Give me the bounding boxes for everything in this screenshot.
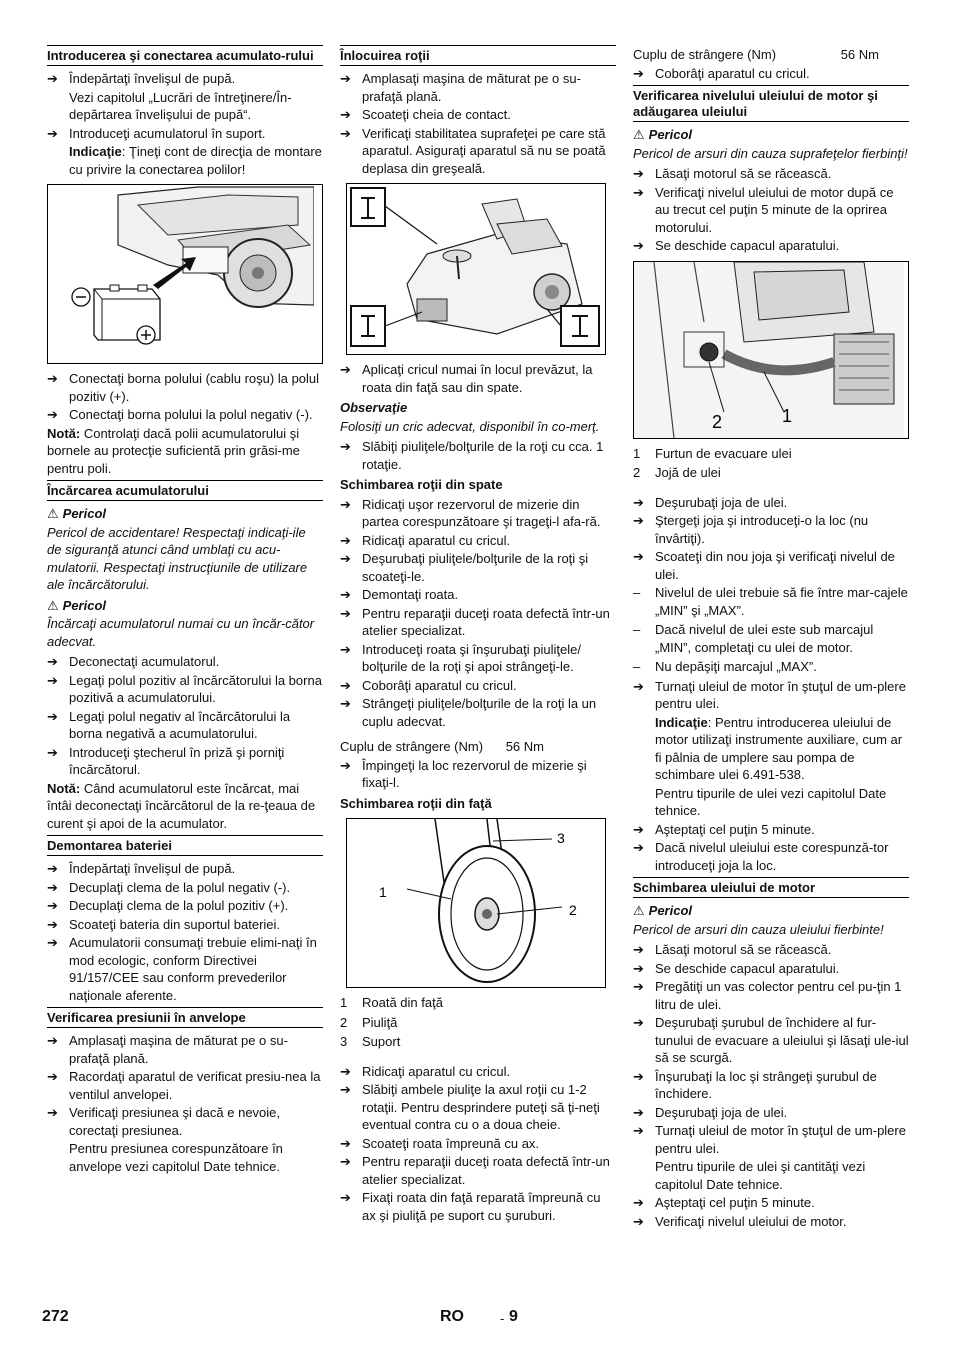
warning-triangle-icon: ⚠: [47, 506, 59, 521]
note: Notă: Când acumulatorul este încărcat, mai întâi deconectaţi încărcătorul de la re-ţeaua de curent şi apoi de la acumulator.: [47, 780, 316, 831]
language-code: RO: [440, 1308, 464, 1325]
step: ➔ Turnaţi uleiul de motor în ştuţul de um-plere pentru ulei.: [633, 1122, 909, 1157]
step: ➔ Verificaţi presiunea şi dacă e nevoie, corectaţi presiunea.: [47, 1104, 323, 1139]
step: ➔ Turnaţi uleiul de motor în ştuţul de um-plere pentru ulei.: [633, 678, 909, 713]
step: ➔ Îndepărtaţi învelişul de pupă.: [47, 70, 323, 88]
step: ➔ Pentru reparaţii duceţi roata defectă într-un atelier specializat.: [340, 1153, 616, 1188]
step: ➔ Deşurubaţi piuliţele/bolţurile de la roţi şi scoateţi-le.: [340, 550, 616, 585]
warning-triangle-icon: ⚠: [47, 597, 59, 613]
step: ➔ Scoateţi cheia de contact.: [340, 106, 616, 124]
step: ➔ Scoateţi din nou joja şi verificaţi nivelul de ulei.: [633, 548, 909, 583]
step: ➔ Pregătiţi un vas colector pentru cel pu-ţin 1 litru de ulei.: [633, 978, 909, 1013]
step: ➔ Introduceţi roata şi înşurubaţi piuliţele/ bolţurile de la roţi şi apoi strângeţi-le.: [340, 641, 616, 676]
warning-text: Pericol de arsuri din cauza uleiului fierbinte!: [633, 921, 884, 937]
legend-item: 3 Suport: [340, 1034, 401, 1049]
step: ➔ Decuplaţi clema de la polul pozitiv (+).: [47, 897, 323, 915]
legend-item: 2 Piuliţă: [340, 1014, 398, 1030]
heading-battery-connect: Introducerea şi conectarea acumulato-rului: [47, 45, 323, 66]
note: Notă: Controlaţi dacă polii acumulatorului şi bornele au protecţie suficientă prin grăsi-me pentru poli.: [47, 425, 300, 476]
condition: – Dacă nivelul de ulei este sub marcajul „MIN”, completaţi cu ulei de motor.: [633, 621, 909, 656]
step: ➔ Deşurubaţi joja de ulei.: [633, 1104, 909, 1122]
step: ➔ Aşteptaţi cel puţin 5 minute.: [633, 821, 909, 839]
step: ➔ Aplicaţi cricul numai în locul prevăzut, la roata din faţă sau din spate.: [340, 361, 616, 396]
torque-row: [633, 46, 909, 64]
observation-label: Observaţie: [340, 400, 408, 415]
step: ➔ Îndepărtaţi învelişul de pupă.: [47, 860, 323, 878]
warning-text: Pericol de accidentare! Respectaţi indicaţi-ile de siguranţă atunci când umblaţi cu acu-mulatorii. Respectaţi instrucţiunile de utilizare ale încărcătorului.: [47, 524, 308, 592]
step-continuation: Pentru tipurile de ulei şi cantităţi vezi capitolul Date tehnice.: [655, 1159, 866, 1192]
footer-separator: -: [500, 1311, 505, 1326]
warning-triangle-icon: ⚠: [633, 127, 645, 142]
step: ➔ Ridicaţi aparatul cu cricul.: [340, 532, 616, 550]
page-number: 272: [42, 1308, 69, 1325]
step: ➔ Dacă nivelul uleiului este corespunză-tor introduceţi joja la loc.: [633, 839, 909, 874]
torque-value: 56 Nm: [505, 739, 544, 754]
warning-label: ⚠ Pericol: [47, 597, 107, 613]
step: ➔ Deşurubaţi şurubul de închidere al fur-tunului de evacuare a uleiului şi lăsaţi ule-iul să se scurgă.: [633, 1014, 909, 1067]
step: ➔ Slăbiţi ambele piuliţe la axul roţii cu 1-2 rotaţii. Pentru desprindere puteţi să ţi-neţi eventual contra cu o a doua cheie.: [340, 1081, 616, 1134]
step: ➔ Strângeţi piuliţele/bolţurile de la roţi la un cuplu adecvat.: [340, 695, 616, 730]
step: ➔ Coborâţi aparatul cu cricul.: [633, 65, 909, 83]
subheading-rear-wheel: Schimbarea roţii din spate: [340, 477, 503, 492]
warning-text: Încărcaţi acumulatorul numai cu un încăr-cător adecvat.: [47, 616, 315, 649]
step: ➔ Introduceţi ştecherul în priză şi porniţi încărcătorul.: [47, 744, 323, 779]
hint: Indicaţie: Ţineţi cont de direcţia de montare cu privire la conectarea polilor!: [69, 144, 322, 177]
step: ➔ Amplasaţi maşina de măturat pe o su-prafaţă plană.: [47, 1032, 323, 1067]
figure-label-2: 2: [569, 902, 577, 918]
section-page-number: 9: [509, 1308, 518, 1325]
battery-illustration: [47, 184, 323, 364]
warning-label: ⚠ Pericol: [633, 903, 693, 918]
step: ➔ Coborâţi aparatul cu cricul.: [340, 677, 616, 695]
legend-item: 1 Furtun de evacuare ulei: [633, 445, 792, 461]
step: ➔ Înşurubaţi la loc şi strângeţi şurubul de închidere.: [633, 1068, 909, 1103]
step: ➔ Decuplaţi clema de la polul negativ (-).: [47, 879, 323, 897]
oil-dipstick-illustration: [633, 261, 909, 439]
heading-remove-battery: Demontarea bateriei: [47, 835, 323, 856]
heading-tyre-pressure: Verificarea presiunii în anvelope: [47, 1007, 323, 1028]
step: ➔ Verificaţi stabilitatea suprafeţei pe care stă aparatul. Asiguraţi aparatul să nu se poată deplasa din greşeală.: [340, 125, 616, 178]
warning-text: Pericol de arsuri din cauza suprafeţelor fierbinţi!: [633, 145, 908, 161]
condition: – Nivelul de ulei trebuie să fie între mar-cajele „MIN” şi „MAX”.: [633, 584, 909, 619]
torque-row: [340, 738, 616, 756]
figure-label-3: 3: [557, 830, 565, 846]
torque-label: Cuplu de strângere (Nm): [633, 47, 777, 62]
step: ➔ Se deschide capacul aparatului.: [633, 960, 909, 978]
heading-oil-check: Verificarea nivelului uleiului de motor şi adăugarea uleiului: [633, 85, 909, 122]
step: ➔ Împingeţi la loc rezervorul de mizerie şi fixaţi-l.: [340, 757, 616, 792]
torque-label: Cuplu de strângere (Nm): [340, 739, 484, 754]
figure-label-1: 1: [782, 405, 793, 426]
heading-wheel-replace: Înlocuirea roţii: [340, 45, 616, 66]
legend-item: 2 Jojă de ulei: [633, 465, 721, 480]
column-2: [340, 42, 616, 1225]
step: ➔ Ştergeţi joja şi introduceţi-o la loc (nu învârtiţi).: [633, 512, 909, 547]
step: ➔ Lăsaţi motorul să se răcească.: [633, 165, 909, 183]
figure-label-1: 1: [379, 884, 387, 900]
column-1: [47, 42, 323, 1176]
step: ➔ Racordaţi aparatul de verificat presiu-nea la ventilul anvelopei.: [47, 1068, 323, 1103]
step: ➔ Se deschide capacul aparatului.: [633, 237, 909, 255]
step: ➔ Verificaţi nivelul uleiului de motor după ce au trecut cel puţin 5 minute de la oprirea motorului.: [633, 184, 909, 237]
hint: Indicaţie: Pentru introducerea uleiului de motor utilizaţi instrumente auxiliare, cum ar fi pâlnia de umplere sau pompa de schimbare ulei 6.491-538.: [655, 714, 903, 782]
subheading-front-wheel: Schimbarea roţii din faţă: [340, 795, 492, 811]
step: ➔ Scoateţi bateria din suportul bateriei.: [47, 916, 323, 934]
observation-text: Folosiţi un cric adecvat, disponibil în co-merţ.: [340, 418, 600, 434]
step: ➔ Deconectaţi acumulatorul.: [47, 653, 323, 671]
step-continuation: Pentru tipurile de ulei vezi capitolul Date tehnice.: [655, 785, 887, 818]
warning-label: ⚠ Pericol: [47, 506, 107, 521]
step: ➔ Deşurubaţi joja de ulei.: [633, 494, 909, 512]
step: ➔ Legaţi polul negativ al încărcătorului la borna negativă a acumulatorului.: [47, 708, 323, 743]
warning-label: ⚠ Pericol: [633, 127, 693, 142]
step: ➔ Verificaţi nivelul uleiului de motor.: [633, 1213, 909, 1231]
step: ➔ Pentru reparaţii duceţi roata defectă într-un atelier specializat.: [340, 605, 616, 640]
step: ➔ Legaţi polul pozitiv al încărcătorului la borna pozitivă a acumulatorului.: [47, 672, 323, 707]
front-wheel-illustration: [346, 818, 606, 988]
step: ➔ Acumulatorii consumaţi trebuie elimi-naţi în mod ecologic, conform Directivei 91/157/CEE sau conform prevederilor naţionale aferente.: [47, 934, 323, 1004]
legend-item: 1 Roată din faţă: [340, 995, 443, 1010]
step: ➔ Aşteptaţi cel puţin 5 minute.: [633, 1194, 909, 1212]
heading-charging: Încărcarea acumulatorului: [47, 480, 323, 501]
step-continuation: Pentru presiunea corespunzătoare în anvelope vezi capitolul Date tehnice.: [69, 1141, 283, 1174]
figure-label-2: 2: [712, 411, 723, 432]
step: ➔ Conectaţi borna polului la polul negativ (-).: [47, 406, 323, 424]
step: ➔ Conectaţi borna polului (cablu roşu) la polul pozitiv (+).: [47, 370, 323, 405]
step: ➔ Ridicaţi aparatul cu cricul.: [340, 1063, 616, 1081]
heading-oil-change: Schimbarea uleiului de motor: [633, 877, 909, 898]
step: ➔ Lăsaţi motorul să se răcească.: [633, 941, 909, 959]
torque-value: 56 Nm: [840, 47, 879, 62]
warning-triangle-icon: ⚠: [633, 903, 645, 918]
step: ➔ Ridicaţi uşor rezervorul de mizerie din partea corespunzătoare şi trageţi-l afa-ră.: [340, 496, 616, 531]
step: ➔ Scoateţi roata împreună cu ax.: [340, 1135, 616, 1153]
step: ➔ Fixaţi roata din faţă reparată împreună cu ax şi piuliţă pe suport cu şuruburi.: [340, 1189, 616, 1224]
step: ➔ Demontaţi roata.: [340, 586, 616, 604]
condition: – Nu depăşiţi marcajul „MAX”.: [633, 658, 909, 676]
step: ➔ Slăbiţi piuliţele/bolţurile de la roţi cu cca. 1 rotaţie.: [340, 438, 616, 473]
step-continuation: Vezi capitolul „Lucrări de întreţinere/În-depărtarea învelişului de pupă“.: [69, 89, 292, 122]
step: ➔ Introduceţi acumulatorul în suport.: [47, 125, 323, 143]
column-3: [633, 42, 909, 1231]
step: ➔ Amplasaţi maşina de măturat pe o su-prafaţă plană.: [340, 70, 616, 105]
sweeper-jack-illustration: [346, 183, 606, 355]
